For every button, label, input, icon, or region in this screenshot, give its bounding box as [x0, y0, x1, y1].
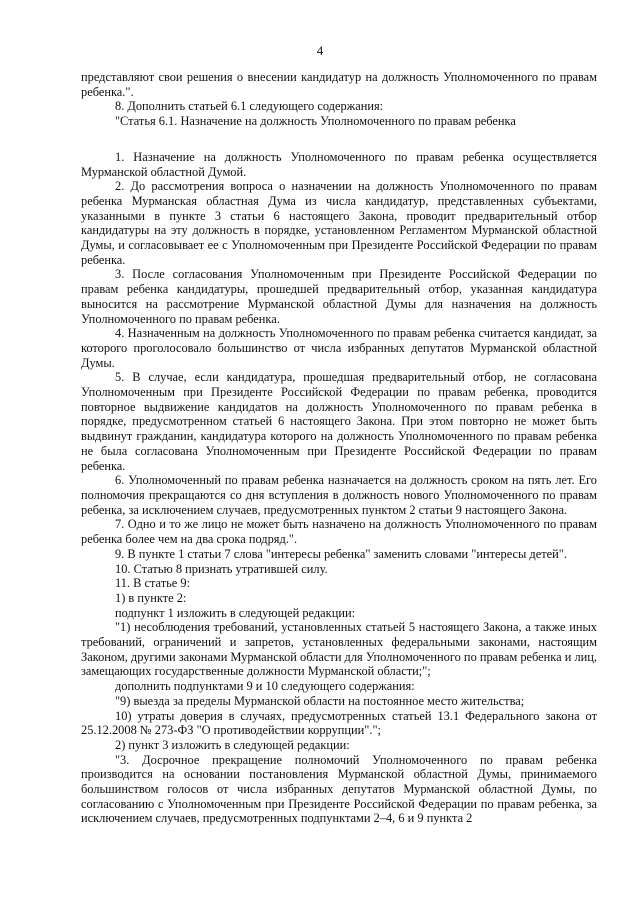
- paragraph: 10) утраты доверия в случаях, предусмотренных статьей 13.1 Федерального закона от 25.12.2008 № 273-ФЗ "О противодействии коррупции".";: [81, 708, 597, 738]
- paragraph: 9. В пункте 1 статьи 7 слова "интересы ребенка" заменить словами "интересы детей".: [115, 546, 567, 561]
- paragraph-spacer: [81, 129, 597, 150]
- paragraph: "3. Досрочное прекращение полномочий Уполномоченного по правам ребенка производится на основании постановления Мурманской областной Думы, принимаемого большинством голосов от числа избранных депутатов Мурманской областной Думы, по согласованию с Уполномоченным при Президенте Российской Федерации по правам ребенка, за исключением случаев, предусмотренных подпунктами 2–4, 6 и 9 пункта 2: [81, 752, 597, 826]
- page-number: 4: [316, 43, 324, 58]
- paragraph: подпункт 1 изложить в следующей редакции:: [115, 605, 356, 620]
- paragraph: 1) в пункте 2:: [115, 590, 187, 605]
- document-body: [81, 70, 597, 826]
- paragraph: 5. В случае, если кандидатура, прошедшая предварительный отбор, не согласована Уполномоченным при Президенте Российской Федерации по правам ребенка, проводится повторное выдвижение кандидатов на должность Уполномоченного по правам ребенка в порядке, предусмотренном статьей 6 настоящего Закона. При этом повторно не может быть выдвинут гражданин, кандидатура которого на должность Уполномоченного по правам ребенка не была согласована Уполномоченным при Президенте Российской Федерации по правам ребенка.: [81, 370, 597, 473]
- paragraph: 6. Уполномоченный по правам ребенка назначается на должность сроком на пять лет. Его полномочия прекращаются со дня вступления в должность нового Уполномоченного по правам ребенка, за исключением случаев, предусмотренных пунктом 2 статьи 9 настоящего Закона.: [81, 473, 597, 517]
- paragraph: "Статья 6.1. Назначение на должность Уполномоченного по правам ребенка: [115, 114, 516, 129]
- paragraph: "9) выезда за пределы Мурманской области на постоянное место жительства;: [115, 693, 525, 708]
- paragraph: 10. Статью 8 признать утратившей силу.: [115, 561, 328, 576]
- paragraph: 7. Одно и то же лицо не может быть назначено на должность Уполномоченного по правам ребенка более чем на два срока подряд.".: [81, 517, 597, 547]
- paragraph: 3. После согласования Уполномоченным при Президенте Российской Федерации по правам ребенка кандидатуры, прошедшей предварительный отбор, указанная кандидатура выносится на рассмотрение Мурманской областной Думы для назначения на должность Уполномоченного по правам ребенка.: [81, 267, 597, 326]
- paragraph: 8. Дополнить статьей 6.1 следующего содержания:: [115, 99, 384, 114]
- paragraph: 2. До рассмотрения вопроса о назначении на должность Уполномоченного по правам ребенка Мурманская областная Дума из числа кандидатур, представленных субъектами, указанными в пункте 3 статьи 6 настоящего Закона, проводит предварительный отбор кандидатуры на эту должность в порядке, установленном Регламентом Мурманской областной Думы, и согласовывает ее с Уполномоченным при Президенте Российской Федерации по правам ребенка.: [81, 179, 597, 267]
- paragraph: 2) пункт 3 изложить в следующей редакции:: [115, 737, 350, 752]
- paragraph: 1. Назначение на должность Уполномоченного по правам ребенка осуществляется Мурманской областной Думой.: [81, 149, 597, 179]
- paragraph: 4. Назначенным на должность Уполномоченного по правам ребенка считается кандидат, за которого проголосовало большинство от числа избранных депутатов Мурманской областной Думы.: [81, 326, 597, 370]
- paragraph: "1) несоблюдения требований, установленных статьей 5 настоящего Закона, а также иных требований, ограничений и запретов, установленных федеральными законами, настоящим Законом, другими законами Мурманской области для Уполномоченного по правам ребенка и лиц, замещающих государственные должности Мурманской области;";: [81, 620, 597, 679]
- paragraph: представляют свои решения о внесении кандидатур на должность Уполномоченного по правам ребенка.".: [81, 70, 597, 99]
- paragraph: дополнить подпунктами 9 и 10 следующего содержания:: [115, 679, 415, 694]
- paragraph: 11. В статье 9:: [115, 576, 191, 591]
